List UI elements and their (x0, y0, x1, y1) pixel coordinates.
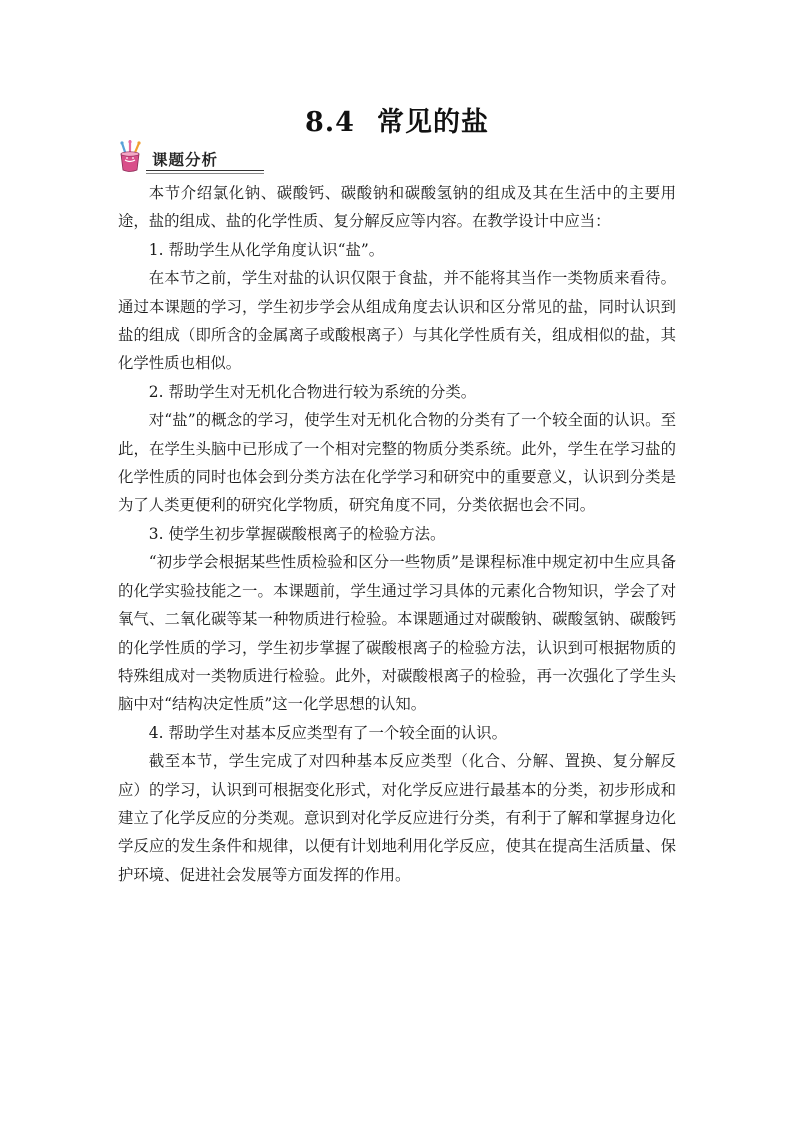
list-item-4: 4. 帮助学生对基本反应类型有了一个较全面的认识。 (148, 723, 507, 742)
section-label: 课题分析 (152, 151, 219, 169)
list-item-1: 1. 帮助学生从化学角度认识“盐”。 (148, 240, 385, 259)
paragraph-3: “初步学会根据某些性质检验和区分一些物质”是课程标准中规定初中生应具备的化学实验技能之一。本课题前，学生通过学习具体的元素化合物知识，学会了对氧气、二氧化碳等某一种物质进行检验。本课题通过对碳酸钠、碳酸氢钠、碳酸钙的化学性质的学习，学生初步掌握了碳酸根离子的检验方法，认识到可根据物质的特殊组成对一类物质进行检验。此外，对碳酸根离子的检验，再一次强化了学生头脑中对“结构决定性质”这一化学思想的认知。 (118, 553, 676, 714)
paragraph-intro: 本节介绍氯化钠、碳酸钙、碳酸钠和碳酸氢钠的组成及其在生活中的主要用途，盐的组成、盐的化学性质、复分解反应等内容。在教学设计中应当： (118, 184, 676, 231)
list-item-3: 3. 使学生初步掌握碳酸根离子的检验方法。 (148, 524, 446, 543)
paragraph-1: 在本节之前，学生对盐的认识仅限于食盐，并不能将其当作一类物质来看待。通过本课题的学习，学生初步学会从组成角度去认识和区分常见的盐，同时认识到盐的组成（即所含的金属离子或酸根离子）与其化学性质有关，组成相似的盐，其化学性质也相似。 (118, 269, 676, 373)
section-underline (146, 170, 264, 171)
body-text (118, 179, 676, 889)
section-heading (116, 140, 266, 174)
list-item-2: 2. 帮助学生对无机化合物进行较为系统的分类。 (148, 382, 477, 401)
paragraph-4: 截至本节，学生完成了对四种基本反应类型（化合、分解、置换、复分解反应）的学习，认识到可根据变化形式，对化学反应进行最基本的分类，初步形成和建立了化学反应的分类观。意识到对化学反应进行分类，有利于了解和掌握身边化学反应的发生条件和规律，以便有计划地利用化学反应，使其在提高生活质量、保护环境、促进社会发展等方面发挥的作用。 (118, 752, 676, 884)
page-title (0, 100, 794, 139)
section-underline-thin (146, 173, 264, 174)
pencil-cup-icon (116, 140, 150, 174)
section-number: 8.4 (305, 107, 355, 138)
section-title: 常见的盐 (376, 107, 489, 138)
paragraph-2: 对“盐”的概念的学习，使学生对无机化合物的分类有了一个较全面的认识。至此，在学生头脑中已形成了一个相对完整的物质分类系统。此外，学生在学习盐的化学性质的同时也体会到分类方法在化学学习和研究中的重要意义，认识到分类是为了人类更便利的研究化学物质，研究角度不同，分类依据也会不同。 (118, 411, 676, 515)
